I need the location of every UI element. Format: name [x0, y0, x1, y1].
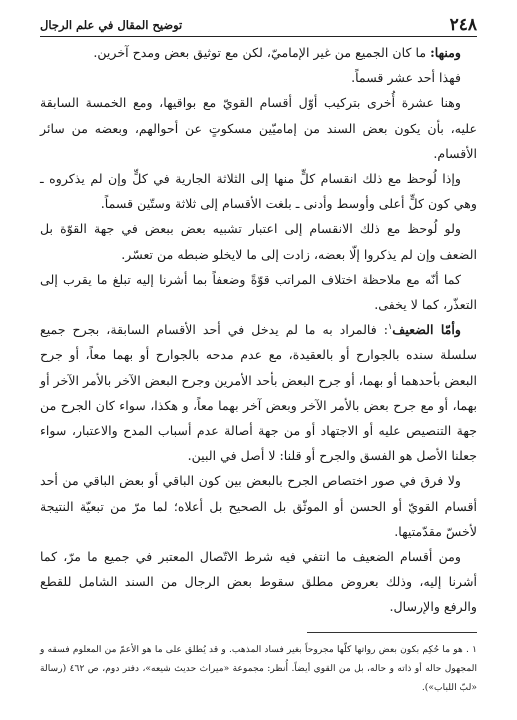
paragraph-text: ولو لُوحظ مع ذلك الانقسام إلى اعتبار تشبيه بعض ببعض في جهة القوّة بل الضعف وإن لم يذكروا إلّا بعضه، زادت إلى ما لايخلو ضبطه من تعسّر. — [40, 221, 477, 262]
paragraph — [40, 216, 477, 266]
paragraph-text: وهنا عشرة أُخرى بتركيب أوّل أقسام القويّ مع بواقيها، ومع الخمسة السابقة عليه، بأن يكون بعض السند من إماميّين مسكوتٍ عن أحوالهم، وبعضه من سائر الأقسام. — [40, 95, 477, 161]
paragraph-lead: وأمّا الضعيف — [392, 322, 461, 338]
paragraph — [40, 468, 477, 544]
paragraph — [40, 40, 477, 65]
paragraph — [40, 65, 477, 90]
paragraph-text: فهذا أحد عشر قسماً. — [351, 70, 461, 86]
running-title: توضيح المقال في علم الرجال — [40, 18, 183, 32]
paragraph — [40, 544, 477, 620]
paragraph — [40, 166, 477, 216]
footnote-marker[interactable]: ١ — [388, 322, 393, 332]
body-text — [40, 40, 477, 620]
paragraph-text: : فالمراد به ما لم يدخل في أحد الأقسام السابقة، بجرح جميع سلسلة سنده بالجوارح أو بالعقيدة، مع عدم مدحه بالجوارح أو بهما معاً، أو جرح البعض بأحدهما أو بهما، أو جرح البعض بأحد الأمرين وجرح البعض الآخر بالأمر الآخر أو بهما، أو مع جرح بعض بالأمر الآخر وبعض آخر بهما معاً، و هكذا، سواء كان الجرح من جهة التنصيص عليه أو الاجتهاد أو من جهة أصالة عدم أسباب المدح والاعتبار، سواء جعلنا الأصل هو الفسق والجرح أو قلنا: لا أصل في البين. — [40, 322, 477, 464]
paragraph-text: ومن أقسام الضعيف ما انتفي فيه شرط الاتّصال المعتبر في جميع ما مرّ، كما أشرنا إليه، وذلك بعروض مطلق سقوط بعض الرجال من السند الشامل للقطع والرفع والإرسال. — [40, 549, 477, 615]
paragraph — [40, 90, 477, 166]
paragraph-text: كما أنّه مع ملاحظة اختلاف المراتب قوّةً وضعفاً بما أشرنا إليه تبلغ ما يقرب إلى التعذّر، كما لا يخفى. — [40, 271, 477, 313]
footnote-divider — [307, 632, 477, 633]
footnotes — [40, 640, 477, 697]
footnote: ١ . هو ما حُكِم بكون بعض رواتها كلّها مجروحاً بغير فساد المذهب. و قد يُطلق على ما هو الأعمّ من المعلوم فسقه و المجهول حاله أو ذاته و حاله، بل من القوي أيضاً. أُنظر: مجموعة «ميراث حديث شيعه»، دفتر دوم، ص ٤٦٢ (رسالة «لبّ اللباب»). — [40, 644, 477, 693]
paragraph-lead: ومنها: — [430, 45, 461, 60]
page-number: ٢٤٨ — [449, 15, 477, 35]
paragraph-text: ولا فرق في صور اختصاص الجرح بالبعض بين كون الباقي أو بعض الباقي من أحد أقسام القويّ أو الحسن أو الموثّق بل الصحيح بل أعلاه؛ لما مرّ من تبعيّة النتيجة لأخسّ مقدّمتيها. — [40, 473, 477, 539]
paragraph-text: وإذا لُوحظ مع ذلك انقسام كلٍّ منها إلى الثلاثة الجارية في كلٍّ وإن لم يذكروه ـ وهي كون كلٍّ أعلى وأوسط وأدنى ـ بلغت الأقسام إلى ثلاثة وستّين قسماً. — [40, 171, 477, 212]
paragraph-text: ما كان الجميع من غير الإماميّ، لكن مع توثيق بعض ومدح آخرين. — [93, 45, 431, 60]
paragraph — [40, 317, 477, 468]
page-header — [40, 14, 477, 37]
paragraph — [40, 267, 477, 317]
